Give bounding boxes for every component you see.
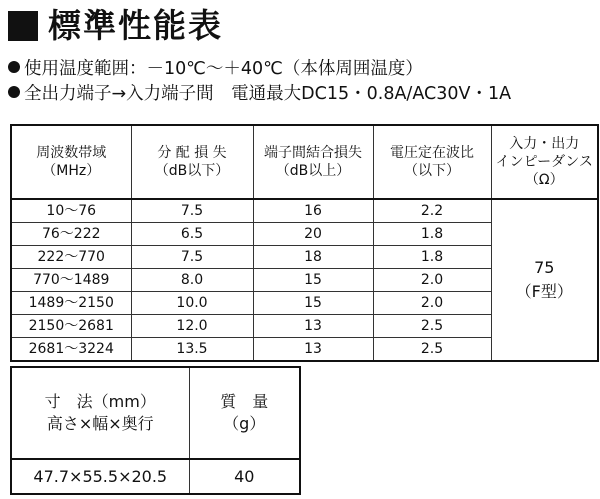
cell-loss: 10.0: [131, 292, 253, 315]
cell-loss: 12.0: [131, 315, 253, 338]
cell-mass: 40: [189, 459, 300, 494]
header-vswr: 電圧定在波比 （以下）: [373, 125, 491, 199]
cell-loss: 7.5: [131, 199, 253, 223]
header-mass: 質 量 （g）: [189, 367, 300, 459]
cell-frequency: 2681～3224: [11, 338, 131, 362]
dimensions-value-row: [11, 459, 300, 494]
cell-loss: 6.5: [131, 223, 253, 246]
header-impedance: 入力・出力 インピーダンス （Ω）: [491, 125, 598, 199]
header-isolation: 端子間結合損失 （dB以上）: [253, 125, 373, 199]
cell-isolation: 16: [253, 199, 373, 223]
cell-frequency: 2150～2681: [11, 315, 131, 338]
cell-isolation: 20: [253, 223, 373, 246]
header-frequency: 周波数帯域 （MHz）: [11, 125, 131, 199]
title-square-icon: [8, 11, 38, 41]
dimensions-header-row: [11, 367, 300, 459]
cell-isolation: 15: [253, 292, 373, 315]
cell-frequency: 1489～2150: [11, 292, 131, 315]
cell-loss: 7.5: [131, 246, 253, 269]
cell-vswr: 2.0: [373, 292, 491, 315]
cell-isolation: 18: [253, 246, 373, 269]
cell-vswr: 2.2: [373, 199, 491, 223]
cell-loss: 8.0: [131, 269, 253, 292]
dimensions-table: [10, 366, 301, 495]
cell-impedance: 75 （F型）: [491, 199, 598, 361]
table-header-row: [11, 125, 598, 199]
cell-isolation: 13: [253, 338, 373, 362]
cell-loss: 13.5: [131, 338, 253, 362]
cell-vswr: 2.0: [373, 269, 491, 292]
cell-frequency: 10～76: [11, 199, 131, 223]
table-row: [11, 199, 598, 223]
cell-isolation: 15: [253, 269, 373, 292]
note-text: 使用温度範囲：－10℃～＋40℃（本体周囲温度）: [24, 59, 423, 79]
title-row: [8, 4, 223, 48]
bullet-icon: [8, 86, 20, 98]
cell-frequency: 222～770: [11, 246, 131, 269]
header-loss: 分 配 損 失 （dB以下）: [131, 125, 253, 199]
cell-vswr: 1.8: [373, 223, 491, 246]
note-temperature-range: [8, 58, 423, 80]
note-current-passing: [8, 83, 511, 105]
cell-vswr: 2.5: [373, 315, 491, 338]
cell-vswr: 1.8: [373, 246, 491, 269]
note-text: 全出力端子→入力端子間 電通最大DC15・0.8A/AC30V・1A: [24, 84, 512, 104]
bullet-icon: [8, 61, 20, 73]
header-size: 寸 法（mm） 高さ×幅×奥行: [11, 367, 189, 459]
performance-table: [10, 124, 599, 362]
cell-vswr: 2.5: [373, 338, 491, 362]
cell-size: 47.7×55.5×20.5: [11, 459, 189, 494]
cell-isolation: 13: [253, 315, 373, 338]
page-title: 標準性能表: [48, 6, 223, 45]
cell-frequency: 770～1489: [11, 269, 131, 292]
cell-frequency: 76～222: [11, 223, 131, 246]
